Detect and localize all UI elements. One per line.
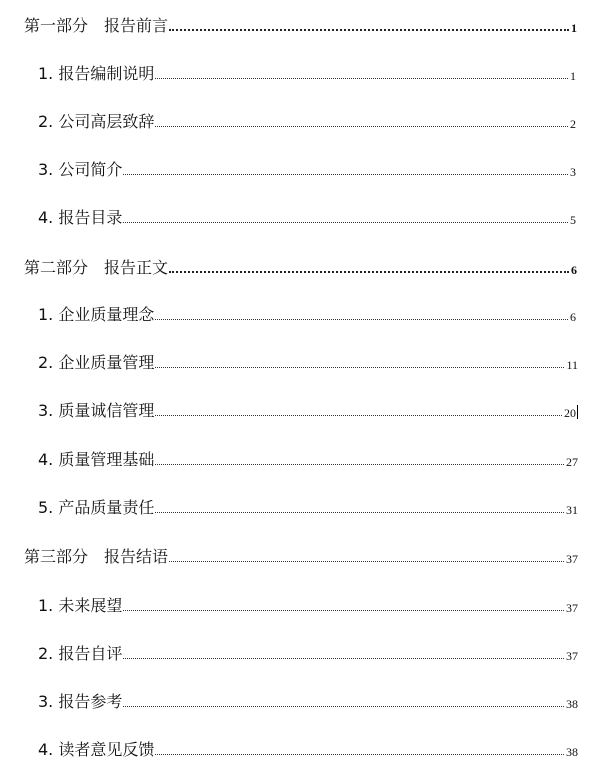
toc-leader-dots: [123, 221, 568, 223]
toc-page-number: 11: [566, 358, 578, 372]
toc-item-report-notes[interactable]: [38, 58, 576, 84]
toc-leader-dots: [155, 753, 564, 755]
toc-item-title: 4. 质量管理基础: [38, 450, 155, 469]
toc-leader-dots: [123, 657, 564, 659]
toc-item-title: 5. 产品质量责任: [38, 498, 155, 517]
toc-page-number: 1: [571, 21, 577, 35]
toc-item-reader-feedback[interactable]: [38, 734, 578, 760]
toc-part-3[interactable]: [24, 541, 578, 567]
toc-item-company-profile[interactable]: [38, 154, 576, 180]
toc-leader-dots: [155, 463, 564, 465]
toc-item-title: 2. 报告自评: [38, 644, 123, 663]
toc-item-quality-philosophy[interactable]: [38, 299, 576, 325]
toc-item-title: 3. 报告参考: [38, 692, 123, 711]
toc-page-number: 37: [566, 552, 578, 566]
toc-page-number: 5: [570, 213, 576, 227]
toc-page-number-text: 20: [564, 406, 576, 420]
toc-leader-dots: [169, 28, 569, 31]
toc-page-number: 38: [566, 697, 578, 711]
toc-item-title: 2. 企业质量管理: [38, 353, 155, 372]
toc-page-number: 6: [571, 263, 577, 277]
toc-item-product-responsibility[interactable]: [38, 492, 578, 518]
toc-leader-dots: [123, 609, 564, 611]
toc-page-number: 38: [566, 745, 578, 759]
toc-item-title: 4. 读者意见反馈: [38, 740, 155, 759]
toc-item-executive-message[interactable]: [38, 106, 576, 132]
toc-item-references[interactable]: [38, 686, 578, 712]
toc-item-report-contents[interactable]: [38, 202, 576, 228]
toc-leader-dots: [155, 125, 568, 127]
toc-part-1[interactable]: [24, 10, 577, 36]
toc-item-title: 2. 公司高层致辞: [38, 112, 155, 131]
toc-item-title: 1. 企业质量理念: [38, 305, 155, 324]
toc-item-title: 1. 未来展望: [38, 596, 123, 615]
toc-page-number: 37: [566, 601, 578, 615]
toc-page-number: 37: [566, 649, 578, 663]
toc-part-title: 第一部分 报告前言: [24, 16, 169, 35]
toc-leader-dots: [155, 318, 568, 320]
toc-leader-dots: [155, 366, 564, 368]
toc-leader-dots: [123, 705, 564, 707]
toc-item-title: 3. 公司简介: [38, 160, 123, 179]
toc-page-number: 31: [566, 503, 578, 517]
toc-item-quality-foundation[interactable]: [38, 444, 578, 470]
toc-page-number: 1: [570, 69, 576, 83]
toc-leader-dots: [155, 77, 568, 79]
toc-item-self-evaluation[interactable]: [38, 638, 578, 664]
toc-item-quality-management[interactable]: [38, 347, 578, 373]
toc-leader-dots: [123, 173, 568, 175]
toc-leader-dots: [155, 414, 562, 416]
toc-page-number: 6: [570, 310, 576, 324]
text-cursor: [577, 405, 578, 419]
toc-part-title: 第三部分 报告结语: [24, 547, 169, 566]
toc-page-number: 2: [570, 117, 576, 131]
toc-page-number: [564, 405, 578, 421]
toc-leader-dots: [169, 560, 564, 562]
toc-item-title: 1. 报告编制说明: [38, 64, 155, 83]
toc-part-title: 第二部分 报告正文: [24, 258, 169, 277]
toc-item-quality-integrity[interactable]: [38, 395, 578, 421]
toc-leader-dots: [169, 270, 569, 273]
toc-item-title: 3. 质量诚信管理: [38, 401, 155, 420]
toc-item-title: 4. 报告目录: [38, 208, 123, 227]
toc-page-number: 27: [566, 455, 578, 469]
toc-leader-dots: [155, 511, 564, 513]
toc-part-2[interactable]: [24, 252, 577, 278]
toc-item-future-outlook[interactable]: [38, 590, 578, 616]
toc-page-number: 3: [570, 165, 576, 179]
